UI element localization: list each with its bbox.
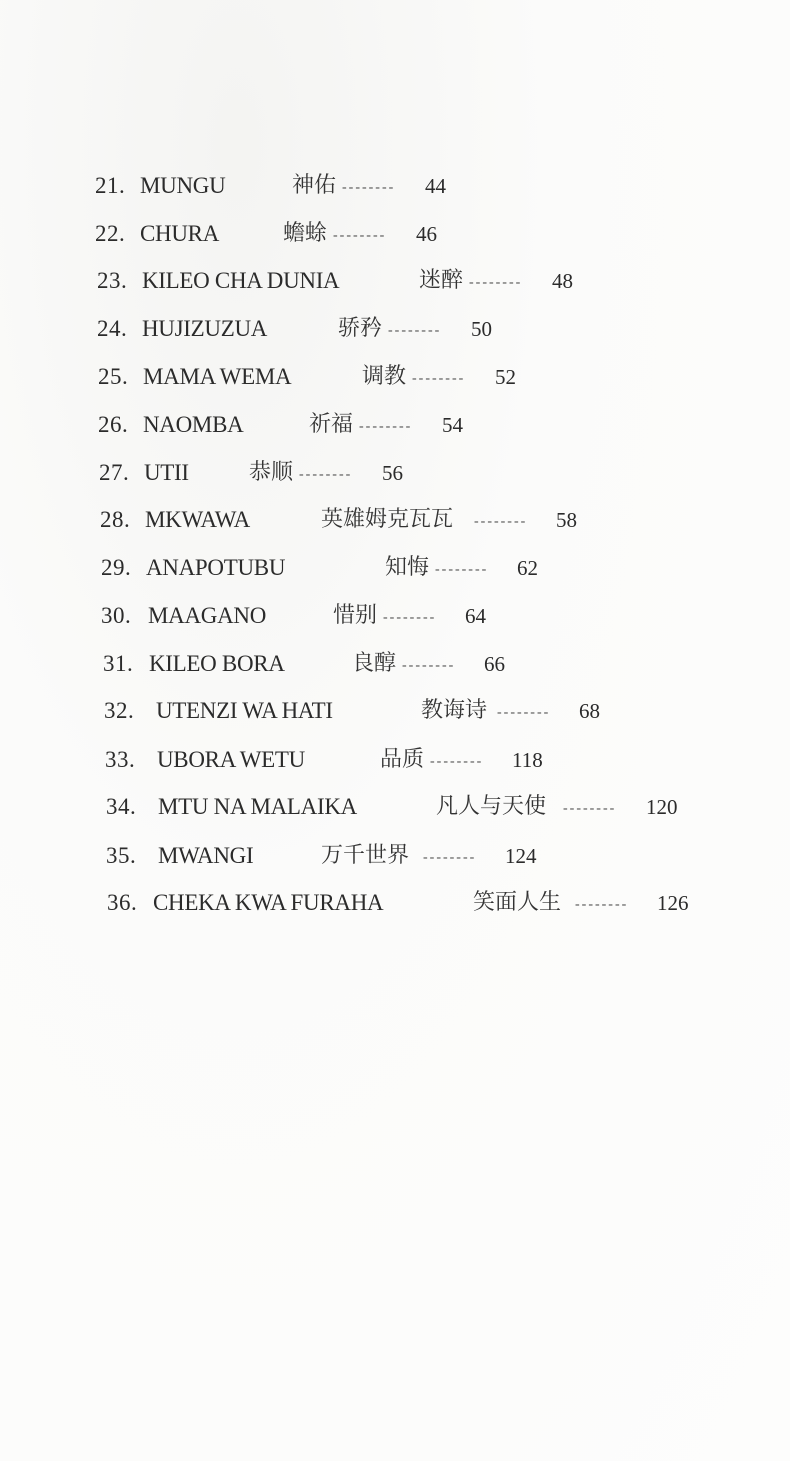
entry-swahili-title: MUNGU xyxy=(140,173,226,198)
entry-chinese-title: 调教 xyxy=(362,364,407,389)
toc-entry-36 xyxy=(0,883,790,923)
entry-chinese-title: 英雄姆克瓦瓦 xyxy=(321,507,454,532)
entry-chinese-title: 笑面人生 xyxy=(473,890,562,915)
entry-swahili-title: NAOMBA xyxy=(143,412,244,437)
entry-swahili-title: MKWAWA xyxy=(145,507,250,532)
entry-swahili-title: UTENZI WA HATI xyxy=(156,698,333,723)
entry-number: 21. xyxy=(95,173,126,198)
entry-chinese-title: 教诲诗 xyxy=(421,698,488,723)
entry-leader: -------- xyxy=(435,562,489,577)
toc-entry-33 xyxy=(0,740,790,780)
entry-leader: -------- xyxy=(474,514,528,529)
entry-swahili-title: UBORA WETU xyxy=(157,747,305,772)
entry-swahili-title: CHURA xyxy=(140,221,220,246)
toc-entry-22 xyxy=(0,214,790,254)
entry-page-number: 56 xyxy=(382,461,403,485)
entry-page-number: 58 xyxy=(556,508,577,532)
entry-number: 31. xyxy=(103,651,134,676)
entry-swahili-title: MWANGI xyxy=(158,843,254,868)
entry-page-number: 68 xyxy=(579,699,600,723)
entry-page-number: 52 xyxy=(495,365,516,389)
entry-chinese-title: 品质 xyxy=(380,747,425,772)
toc-entry-29 xyxy=(0,548,790,588)
entry-swahili-title: ANAPOTUBU xyxy=(146,555,286,580)
toc-entry-23 xyxy=(0,261,790,301)
entry-leader: -------- xyxy=(469,275,523,290)
entry-swahili-title: KILEO BORA xyxy=(149,651,285,676)
entry-page-number: 46 xyxy=(416,222,437,246)
entry-number: 27. xyxy=(99,460,130,485)
entry-number: 32. xyxy=(104,698,135,723)
entry-page-number: 62 xyxy=(517,556,538,580)
entry-swahili-title: CHEKA KWA FURAHA xyxy=(153,890,384,915)
entry-page-number: 118 xyxy=(512,748,543,772)
entry-leader: -------- xyxy=(333,228,387,243)
entry-number: 28. xyxy=(100,507,131,532)
entry-page-number: 126 xyxy=(657,891,689,915)
entry-leader: -------- xyxy=(342,180,396,195)
entry-leader: -------- xyxy=(299,467,353,482)
entry-page-number: 54 xyxy=(442,413,463,437)
toc-entry-25 xyxy=(0,357,790,397)
entry-number: 24. xyxy=(97,316,128,341)
entry-leader: -------- xyxy=(563,801,617,816)
entry-swahili-title: KILEO CHA DUNIA xyxy=(142,268,340,293)
entry-number: 36. xyxy=(107,890,138,915)
entry-swahili-title: MAAGANO xyxy=(148,603,267,628)
entry-page-number: 48 xyxy=(552,269,573,293)
toc-entry-30 xyxy=(0,596,790,636)
entry-leader: -------- xyxy=(423,850,477,865)
entry-chinese-title: 祈福 xyxy=(309,412,354,437)
entry-leader: -------- xyxy=(388,323,442,338)
entry-chinese-title: 凡人与天使 xyxy=(436,794,547,819)
toc-entry-34 xyxy=(0,787,790,827)
entry-swahili-title: HUJIZUZUA xyxy=(142,316,268,341)
entry-leader: -------- xyxy=(575,897,629,912)
entry-page-number: 120 xyxy=(646,795,678,819)
entry-number: 26. xyxy=(98,412,129,437)
entry-chinese-title: 惜别 xyxy=(333,603,378,628)
entry-chinese-title: 神佑 xyxy=(292,173,337,198)
toc-entry-24 xyxy=(0,309,790,349)
toc-entry-26 xyxy=(0,405,790,445)
toc-entry-27 xyxy=(0,453,790,493)
entry-number: 35. xyxy=(106,843,137,868)
entry-chinese-title: 骄矜 xyxy=(338,316,383,341)
toc-entry-21 xyxy=(0,166,790,206)
entry-chinese-title: 万千世界 xyxy=(321,843,410,868)
entry-leader: -------- xyxy=(412,371,466,386)
entry-chinese-title: 恭顺 xyxy=(249,460,294,485)
entry-leader: -------- xyxy=(402,658,456,673)
entry-number: 29. xyxy=(101,555,132,580)
entry-number: 33. xyxy=(105,747,136,772)
entry-chinese-title: 蟾蜍 xyxy=(283,221,328,246)
entry-number: 22. xyxy=(95,221,126,246)
entry-number: 25. xyxy=(98,364,129,389)
entry-page-number: 124 xyxy=(505,844,537,868)
entry-chinese-title: 良醇 xyxy=(352,651,397,676)
toc-entry-35 xyxy=(0,836,790,876)
entry-page-number: 64 xyxy=(465,604,486,628)
entry-page-number: 44 xyxy=(425,174,446,198)
entry-number: 34. xyxy=(106,794,137,819)
entry-chinese-title: 迷醉 xyxy=(419,268,464,293)
entry-page-number: 66 xyxy=(484,652,505,676)
entry-swahili-title: MTU NA MALAIKA xyxy=(158,794,357,819)
entry-leader: -------- xyxy=(359,419,413,434)
toc-entry-32 xyxy=(0,691,790,731)
toc-entry-31 xyxy=(0,644,790,684)
toc-entry-28 xyxy=(0,500,790,540)
entry-number: 23. xyxy=(97,268,128,293)
entry-leader: -------- xyxy=(383,610,437,625)
entry-swahili-title: MAMA WEMA xyxy=(143,364,292,389)
entry-swahili-title: UTII xyxy=(144,460,189,485)
entry-leader: -------- xyxy=(430,754,484,769)
entry-chinese-title: 知悔 xyxy=(385,555,430,580)
entry-leader: -------- xyxy=(497,705,551,720)
entry-number: 30. xyxy=(101,603,132,628)
entry-page-number: 50 xyxy=(471,317,492,341)
